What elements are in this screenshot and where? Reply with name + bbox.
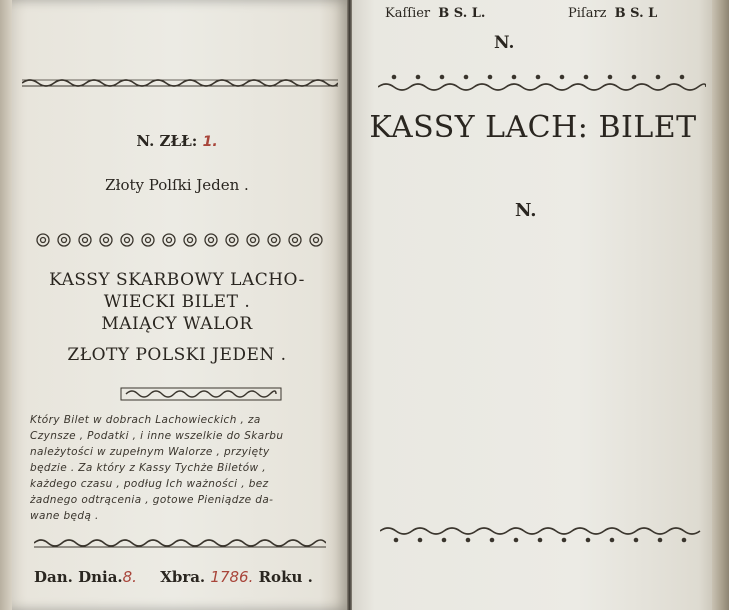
title-line-3: MAIĄCY WALOR	[101, 314, 253, 334]
issue-date-line	[34, 568, 313, 586]
body-line-6: żadnego odtrącenia , gotowe Pieniądze da-	[30, 494, 274, 506]
denomination-label: N. ZŁŁ:	[136, 132, 198, 150]
cashier-label: Kaſſier	[385, 6, 431, 21]
title-line-1: KASSY SKARBOWY LACHO-	[49, 270, 305, 290]
footer-prefix: Dan. Dnia.	[34, 568, 123, 586]
value-words: Złoty Polſki Jeden .	[105, 176, 249, 194]
cashier-initials: B S. L.	[438, 6, 486, 21]
left-top-ornament	[22, 76, 338, 90]
footer-suffix: Roku .	[258, 568, 313, 586]
body-line-4: będzie . Za który z Kassy Tychże Biletów ,	[30, 462, 266, 474]
number-bottom: N.	[515, 200, 537, 221]
denomination-value: 1.	[202, 134, 218, 150]
footer-year: 1786.	[210, 568, 254, 586]
clerk-signature-line	[568, 6, 657, 21]
body-line-2: Czynsze , Podatki , i inne wszelkie do Skarbu	[30, 430, 284, 442]
number-top: N.	[494, 33, 515, 53]
clerk-initials: B S. L	[614, 6, 658, 21]
footer-day: 8.	[122, 568, 137, 586]
small-scroll-ornament	[120, 386, 282, 402]
body-line-3: należytości w zupełnym Walorze , przyięty	[30, 446, 270, 458]
right-bottom-ornament	[380, 524, 702, 544]
title-line-2: WIECKI BILET .	[103, 292, 251, 312]
right-page-title: KASSY LACH: BILET	[369, 110, 697, 145]
right-page-edge	[712, 0, 729, 610]
left-page-edge	[0, 0, 12, 610]
title-line-4: ZŁOTY POLSKI JEDEN .	[67, 345, 287, 365]
footer-month: Xbra.	[160, 568, 206, 586]
right-top-ornament	[378, 72, 706, 94]
denomination-line	[12, 132, 342, 150]
cashier-signature-line	[385, 6, 485, 21]
left-bottom-ornament	[34, 536, 326, 550]
clerk-label: Piſarz	[568, 6, 607, 21]
body-line-1: Który Bilet w dobrach Lachowieckich , za	[30, 414, 261, 426]
body-line-7: wane będą .	[30, 510, 99, 522]
body-line-5: każdego czasu , podług Ich ważności , bez	[30, 478, 269, 490]
rosette-ornament-row	[34, 231, 324, 249]
